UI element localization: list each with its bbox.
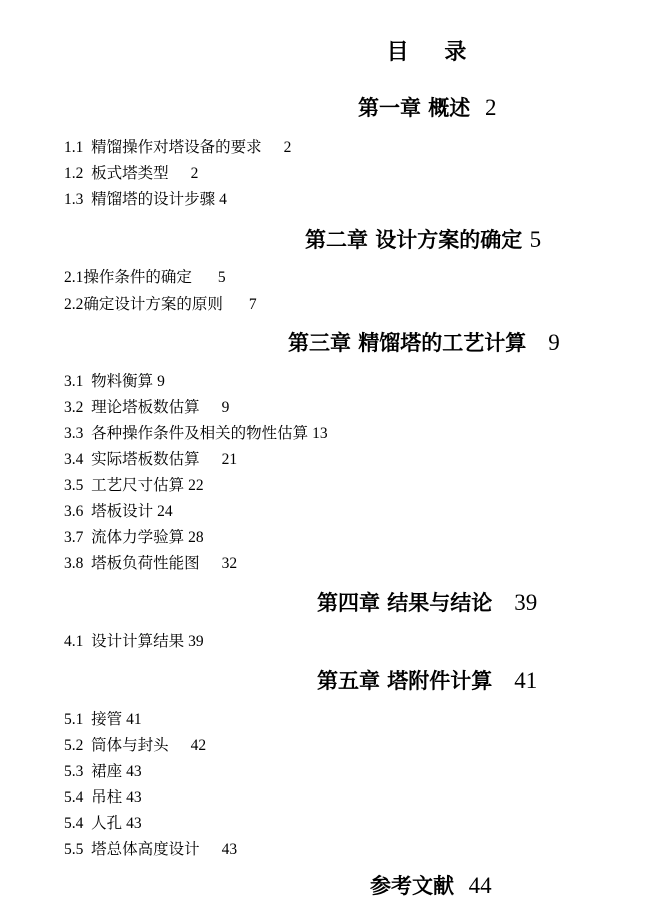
entry-number: 5.1 — [64, 711, 84, 728]
toc-entry — [64, 551, 237, 573]
chapter-page: 5 — [529, 227, 542, 252]
entry-page: 43 — [126, 789, 142, 806]
entry-page: 5 — [217, 269, 226, 286]
chapter-heading — [358, 92, 496, 122]
chapter-heading — [288, 327, 560, 357]
entry-number: 5.3 — [64, 763, 84, 780]
toc-entry — [64, 811, 142, 833]
entry-number: 3.1 — [64, 373, 84, 390]
chapter-heading — [305, 224, 541, 254]
entry-number: 3.2 — [64, 399, 84, 416]
entry-number: 5.4 — [64, 815, 84, 832]
chapter-heading — [317, 665, 537, 695]
toc-entry — [64, 292, 257, 314]
entry-text: 各种操作条件及相关的物性估算 — [91, 424, 309, 442]
entry-text: 工艺尺寸估算 — [91, 476, 185, 494]
entry-page: 32 — [221, 555, 238, 572]
entry-text: 人孔 — [91, 814, 123, 832]
entry-text: 塔板设计 — [91, 502, 154, 520]
entry-page: 22 — [188, 477, 204, 494]
toc-entry — [64, 447, 237, 469]
entry-page: 43 — [221, 841, 238, 858]
toc-entry — [64, 629, 204, 651]
toc-entry — [64, 525, 204, 547]
entry-page: 41 — [126, 711, 142, 728]
chapter-heading — [317, 587, 537, 617]
toc-entry — [64, 707, 142, 729]
entry-number: 2.1 — [64, 269, 84, 286]
chapter-title: 第四章 结果与结论 — [317, 591, 493, 615]
entry-page: 42 — [190, 737, 207, 754]
toc-entry — [64, 733, 206, 755]
entry-text: 塔板负荷性能图 — [91, 554, 200, 572]
toc-entry — [64, 473, 204, 495]
entry-number: 3.7 — [64, 529, 84, 546]
entry-number: 2.2 — [64, 296, 84, 313]
entry-page: 7 — [248, 296, 257, 313]
entry-page: 21 — [221, 451, 238, 468]
entry-text: 确定设计方案的原则 — [83, 295, 223, 313]
entry-text: 精馏操作对塔设备的要求 — [91, 138, 262, 156]
toc-entry — [64, 499, 173, 521]
entry-number: 3.4 — [64, 451, 84, 468]
entry-text: 吊柱 — [91, 788, 123, 806]
entry-number: 1.3 — [64, 191, 84, 208]
toc-entry — [64, 421, 328, 443]
entry-page: 43 — [126, 763, 142, 780]
entry-text: 流体力学验算 — [91, 528, 185, 546]
entry-text: 精馏塔的设计步骤 — [91, 190, 216, 208]
entry-page: 9 — [157, 373, 165, 390]
entry-text: 裙座 — [91, 762, 123, 780]
toc-entry — [64, 265, 226, 287]
entry-page: 24 — [157, 503, 173, 520]
entry-number: 5.4 — [64, 789, 84, 806]
entry-text: 设计计算结果 — [91, 632, 185, 650]
chapter-page: 41 — [514, 668, 538, 693]
entry-page: 9 — [221, 399, 230, 416]
entry-page: 2 — [190, 165, 199, 182]
chapter-title: 第二章 设计方案的确定 — [305, 228, 523, 252]
entry-number: 3.5 — [64, 477, 84, 494]
entry-number: 3.6 — [64, 503, 84, 520]
entry-page: 2 — [283, 139, 292, 156]
chapter-page: 39 — [514, 590, 538, 615]
entry-text: 操作条件的确定 — [83, 268, 192, 286]
chapter-page: 2 — [484, 95, 497, 120]
entry-text: 实际塔板数估算 — [91, 450, 200, 468]
toc-entry — [64, 369, 165, 391]
entry-text: 接管 — [91, 710, 123, 728]
entry-number: 5.5 — [64, 841, 84, 858]
entry-number: 3.3 — [64, 425, 84, 442]
toc-entry — [64, 785, 142, 807]
chapter-title: 第一章 概述 — [358, 96, 471, 120]
entry-number: 1.1 — [64, 139, 84, 156]
entry-text: 物料衡算 — [91, 372, 154, 390]
chapter-title: 第五章 塔附件计算 — [317, 669, 493, 693]
toc-entry — [64, 759, 142, 781]
entry-text: 板式塔类型 — [91, 164, 169, 182]
entry-number: 5.2 — [64, 737, 84, 754]
chapter-title: 参考文献 — [370, 874, 454, 898]
toc-entry — [64, 395, 229, 417]
toc-entry — [64, 837, 237, 859]
entry-number: 1.2 — [64, 165, 84, 182]
entry-text: 塔总体高度设计 — [91, 840, 200, 858]
entry-page: 43 — [126, 815, 142, 832]
entry-text: 理论塔板数估算 — [91, 398, 200, 416]
chapter-page: 44 — [468, 873, 492, 898]
chapter-title: 第三章 精馏塔的工艺计算 — [288, 331, 527, 355]
entry-page: 13 — [312, 425, 328, 442]
toc-title: 目 录 — [386, 40, 481, 65]
chapter-page: 9 — [548, 330, 560, 355]
entry-page: 39 — [188, 633, 204, 650]
entry-page: 28 — [188, 529, 204, 546]
toc-entry — [64, 135, 291, 157]
entry-number: 4.1 — [64, 633, 84, 650]
entry-page: 4 — [219, 191, 227, 208]
entry-text: 筒体与封头 — [91, 736, 169, 754]
entry-number: 3.8 — [64, 555, 84, 572]
chapter-heading — [370, 870, 492, 900]
toc-entry — [64, 187, 227, 209]
toc-entry — [64, 161, 198, 183]
